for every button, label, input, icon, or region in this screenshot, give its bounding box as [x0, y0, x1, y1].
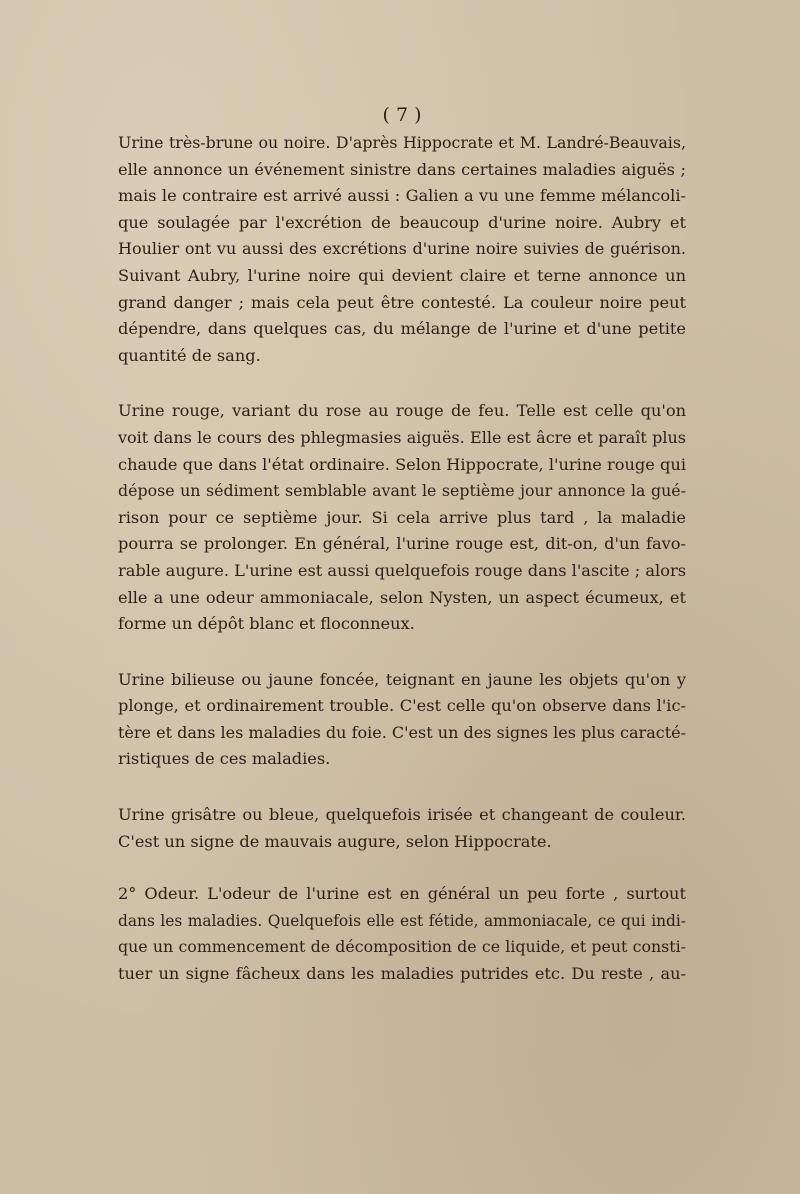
- text-line: grand danger ; mais cela peut être contesté. La couleur noire peut: [118, 292, 686, 312]
- text-line: pourra se prolonger. En général, l'urine rouge est, dit-on, d'un favo-: [118, 534, 686, 554]
- text-line: dépose un sédiment semblable avant le septième jour annonce la gué-: [118, 481, 686, 501]
- text-line: ristiques de ces maladies.: [118, 749, 331, 769]
- text-line: tère et dans les maladies du foie. C'est un des signes les plus caracté-: [118, 722, 686, 742]
- paragraph-odeur: [118, 881, 686, 987]
- text-line: dépendre, dans quelques cas, du mélange de l'urine et d'une petite: [118, 319, 686, 339]
- text-line: Urine bilieuse ou jaune foncée, teignant en jaune les objets qu'on y: [118, 669, 686, 689]
- text-line: mais le contraire est arrivé aussi : Galien a vu une femme mélancoli-: [118, 186, 686, 206]
- text-line: Urine rouge, variant du rose au rouge de feu. Telle est celle qu'on: [118, 401, 686, 421]
- text-line: rison pour ce septième jour. Si cela arrive plus tard , la maladie: [118, 507, 686, 527]
- text-line: rable augure. L'urine est aussi quelquefois rouge dans l'ascite ; alors: [118, 560, 686, 580]
- text-line: dans les maladies. Quelquefois elle est fétide, ammoniacale, ce qui indi-: [118, 911, 686, 930]
- text-line: Urine très-brune ou noire. D'après Hippocrate et M. Landré-Beauvais,: [118, 133, 686, 152]
- text-line: chaude que dans l'état ordinaire. Selon Hippocrate, l'urine rouge qui: [118, 454, 686, 474]
- text-line: que un commencement de décomposition de ce liquide, et peut consti-: [118, 937, 686, 957]
- text-line: Urine grisâtre ou bleue, quelquefois irisée et changeant de couleur.: [118, 805, 686, 825]
- text-line: Suivant Aubry, l'urine noire qui devient claire et terne annonce un: [118, 265, 686, 285]
- text-line: quantité de sang.: [118, 345, 261, 365]
- text-line: elle annonce un événement sinistre dans certaines maladies aiguës ;: [118, 159, 686, 179]
- text-line: 2° Odeur. L'odeur de l'urine est en général un peu forte , surtout: [118, 884, 686, 904]
- paragraph-urine-bilieuse: [118, 667, 686, 773]
- text-line: que soulagée par l'excrétion de beaucoup d'urine noire. Aubry et: [118, 212, 686, 232]
- paragraph-spacer: [118, 638, 686, 667]
- text-line: voit dans le cours des phlegmasies aiguës. Elle est âcre et paraît plus: [118, 427, 686, 447]
- paragraph-urine-rouge: [118, 398, 686, 637]
- paragraph-spacer: [118, 369, 686, 398]
- paragraph-spacer: [118, 855, 686, 881]
- paragraph-urine-noire: [118, 130, 686, 369]
- text-line: tuer un signe fâcheux dans les maladies putrides etc. Du reste , au-: [118, 964, 686, 984]
- text-line: plonge, et ordinairement trouble. C'est celle qu'on observe dans l'ic-: [118, 696, 686, 716]
- text-line: C'est un signe de mauvais augure, selon Hippocrate.: [118, 831, 552, 851]
- paragraph-spacer: [118, 773, 686, 802]
- text-line: elle a une odeur ammoniacale, selon Nysten, un aspect écumeux, et: [118, 587, 686, 607]
- page-body: [118, 100, 686, 988]
- paragraph-urine-grisatre: [118, 802, 686, 855]
- text-line: Houlier ont vu aussi des excrétions d'urine noire suivies de guérison.: [118, 239, 686, 259]
- page-number: ( 7 ): [382, 104, 422, 126]
- text-line: forme un dépôt blanc et floconneux.: [118, 614, 415, 634]
